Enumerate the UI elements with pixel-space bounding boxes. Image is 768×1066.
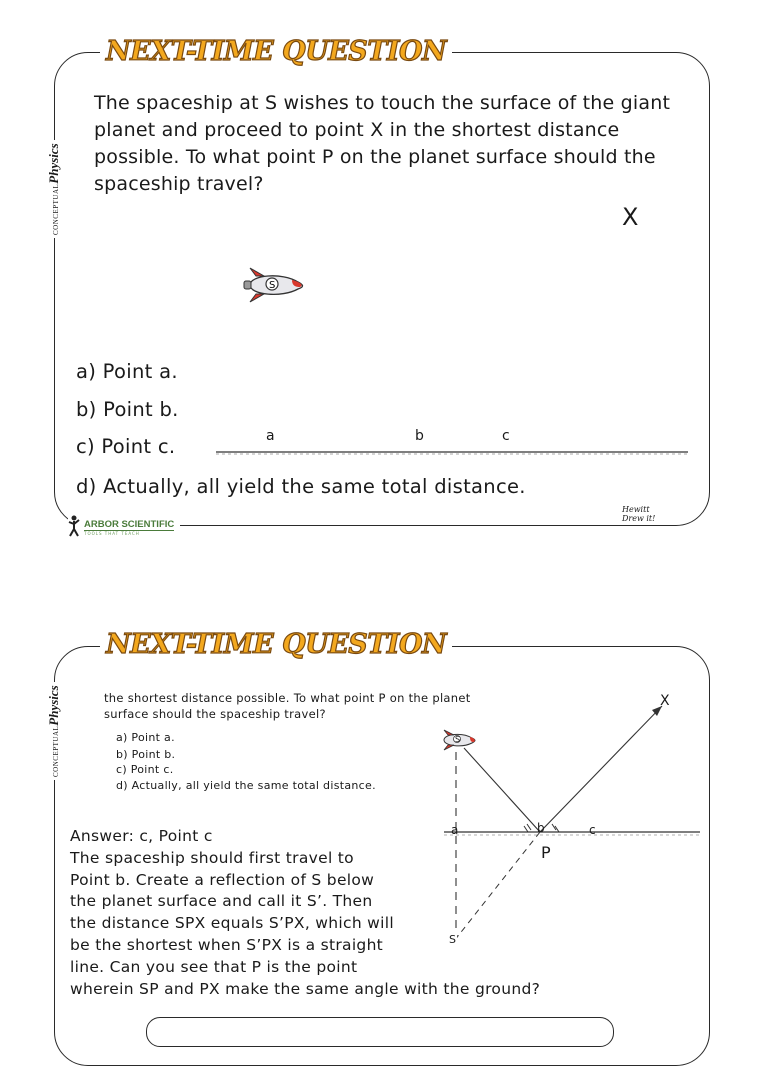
next-time-question-logo-2: NEXT-TIME QUESTION [100, 629, 452, 660]
planet-surface-line [214, 446, 690, 458]
answer-line: the distance SPX equals S’PX, which will [70, 914, 394, 933]
small-option-d: d) Actually, all yield the same total distance. [116, 779, 376, 792]
small-option-b: b) Point b. [116, 748, 176, 761]
hewitt-signature [620, 505, 657, 523]
diagram-c-label: c [589, 823, 596, 837]
ship-label: S [269, 280, 276, 291]
side-label-big-2: Physics [46, 685, 61, 726]
arbor-scientific-footer [68, 515, 180, 537]
arbor-tagline: TOOLS THAT TEACH [84, 531, 140, 536]
diagram-x-label: X [660, 693, 670, 709]
option-d: d) Actually, all yield the same total distance. [76, 475, 526, 498]
conceptual-physics-side-label-2 [46, 682, 62, 780]
option-b: b) Point b. [76, 398, 179, 421]
answer-line: be the shortest when S’PX is a straight [70, 935, 384, 954]
diagram-p-label: P [541, 843, 551, 862]
option-c: c) Point c. [76, 435, 176, 458]
side-label-small: CONCEPTUAL [52, 183, 60, 235]
small-option-c: c) Point c. [116, 763, 174, 776]
signature-line-2: Drew it! [622, 514, 656, 523]
answer-line: line. Can you see that P is the point [70, 957, 358, 976]
surface-mark-b: b [415, 428, 424, 444]
answer-line: The spaceship should first travel to [70, 848, 354, 867]
diagram-b-label: b [537, 821, 545, 835]
question-excerpt: the shortest distance possible. To what point P on the planet surface should the spaceship travel? [104, 691, 471, 721]
side-label-big: Physics [46, 143, 61, 184]
arbor-scientific-brand: ARBOR SCIENTIFIC [84, 515, 174, 531]
diagram-s-prime-label: S’ [449, 933, 460, 946]
side-label-small-2: CONCEPTUAL [52, 725, 60, 777]
answer-line: Point b. Create a reflection of S below [70, 870, 375, 889]
surface-mark-a: a [266, 428, 275, 444]
bottom-caption-box [146, 1017, 614, 1047]
small-option-a: a) Point a. [116, 731, 175, 744]
surface-mark-c: c [502, 428, 510, 444]
option-a: a) Point a. [76, 360, 178, 383]
answer-line: wherein SP and PX make the same angle with the ground? [70, 979, 541, 998]
next-time-question-logo: NEXT-TIME QUESTION [100, 36, 452, 67]
question-text: The spaceship at S wishes to touch the surface of the giant planet and proceed to point X in the shortest distance possible. To what point P on the planet surface should the spaceship travel? [94, 92, 671, 195]
arbor-figure-icon [68, 515, 80, 537]
answer-line: the planet surface and call it S’. Then [70, 892, 373, 911]
conceptual-physics-side-label [46, 140, 62, 238]
diagram-a-label: a [451, 823, 459, 837]
diagram-s-label: S [455, 735, 461, 744]
signature-line-1: Hewitt [622, 505, 650, 514]
spaceship-icon [242, 266, 308, 304]
point-x-mark: X [622, 203, 639, 231]
answer-heading: Answer: c, Point c [70, 827, 213, 845]
reflection-diagram [430, 690, 710, 955]
